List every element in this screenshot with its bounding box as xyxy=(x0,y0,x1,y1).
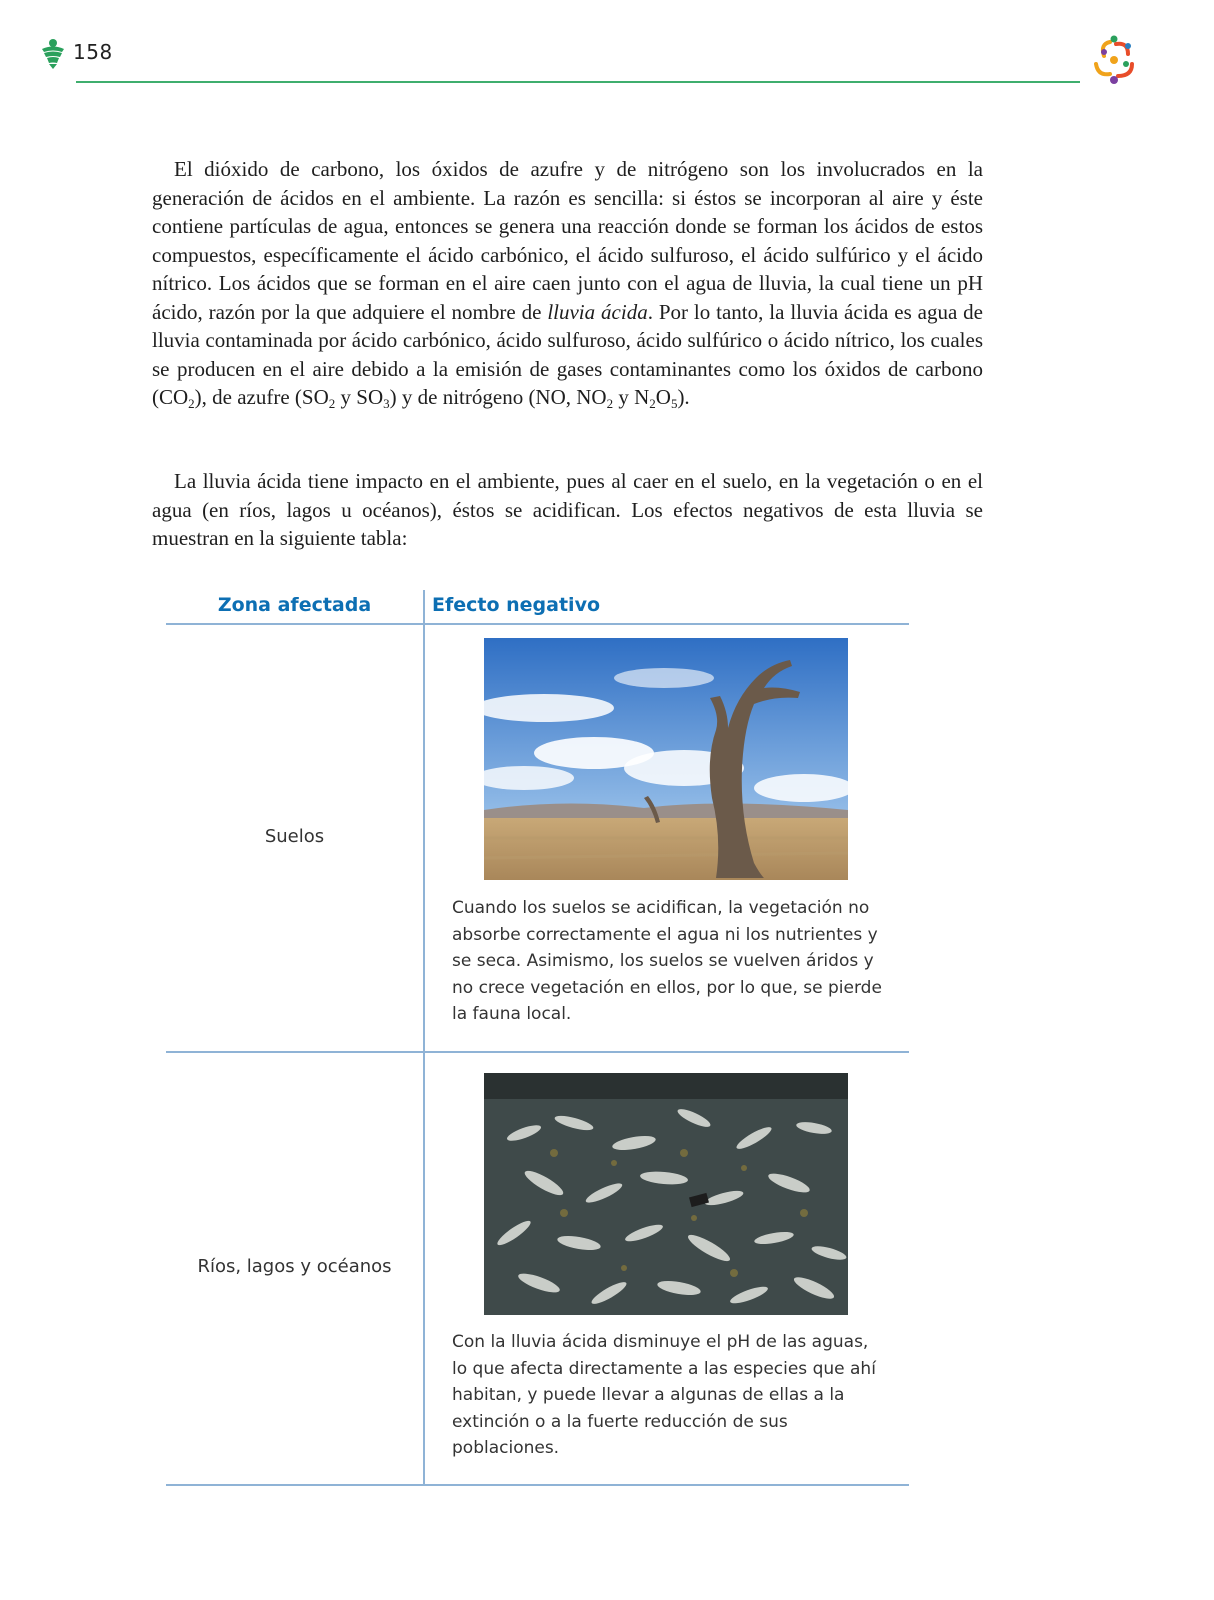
table-rule xyxy=(166,1051,909,1053)
page-number: 158 xyxy=(73,40,113,64)
lluvia-acida-term: lluvia ácida xyxy=(547,299,648,324)
eagle-emblem-icon xyxy=(40,38,66,70)
effect-text-rios: Con la lluvia ácida disminuye el pH de las aguas, lo que afecta directamente a las especies que ahí habitan, y puede llevar a algunas de ellas a la extinción o a la fuerte reducción de sus poblaciones. xyxy=(452,1332,876,1458)
intro-paragraph: El dióxido de carbono, los óxidos de azufre y de nitrógeno son los involucrados en la generación de ácidos en el ambiente. La razón es sencilla: si éstos se incorporan al aire y éste contiene partículas de agua, entonces se genera una reacción donde se forman los ácidos de estos compuestos, específicamente el ácido carbónico, el ácido sulfuroso, el ácido sulfúrico y el ácido nítrico. Los ácidos que se forman en el aire caen junto con el agua de lluvia, la cual tiene un pH ácido, razón por la que adquiere el nombre de lluvia ácida. Por lo tanto, la lluvia ácida es agua de lluvia contaminada por ácido carbónico, ácido sulfuroso, ácido sulfúrico o ácido nítrico, los cuales se producen en el aire debido a la emisión de gases contaminantes como los óxidos de carbono $(CO_2)$, de azufre ($SO_2$ y $SO_3$) y de nitrógeno (NO, $NO_2$ y $N_2O_5$). xyxy=(152,157,983,411)
table-header-efecto: Efecto negativo xyxy=(432,594,601,616)
zone-label-suelos: Suelos xyxy=(264,826,325,847)
decorative-figure-icon xyxy=(1088,34,1140,86)
impact-paragraph: La lluvia ácida tiene impacto en el ambiente, pues al caer en el suelo, en la vegetación o en el agua (en ríos, lagos u océanos), éstos se acidifican. Los efectos negativos de esta lluvia se muestran en la siguiente tabla: xyxy=(152,469,983,550)
effect-text-suelos: Cuando los suelos se acidifican, la vegetación no absorbe correctamente el agua ni los nutrientes y se seca. Asimismo, los suelos se vuelven áridos y no crece vegetación en ellos, por lo que, se pierde la fauna local. xyxy=(452,898,882,1024)
dead-tree-photo xyxy=(484,638,848,880)
dead-fish-photo xyxy=(484,1073,848,1315)
header-rule xyxy=(76,81,1080,83)
table-column-divider xyxy=(423,590,425,1486)
table-rule xyxy=(166,623,909,625)
page-header xyxy=(0,0,1214,90)
table-rule xyxy=(166,1484,909,1486)
effects-table xyxy=(166,590,909,1486)
table-header-zona: Zona afectada xyxy=(217,594,372,616)
zone-label-rios-lagos-oceanos: Ríos, lagos y océanos xyxy=(197,1256,392,1277)
